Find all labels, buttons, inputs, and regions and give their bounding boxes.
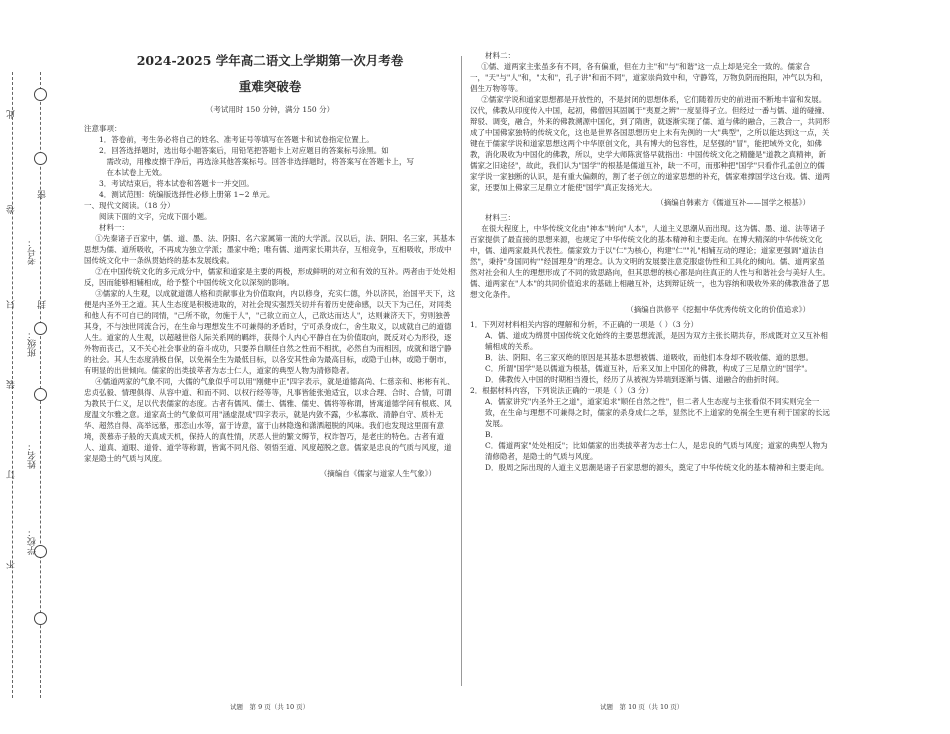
notes-heading: 注意事项： bbox=[84, 124, 122, 133]
note-item: 3．考试结束后，将本试卷和答题卡一并交回。 bbox=[99, 179, 254, 188]
seal-char: 只 bbox=[7, 300, 17, 309]
question-stem: 1．下列对材料相关内容的理解和分析，不正确的一项是（ ）（3 分） bbox=[470, 320, 699, 329]
binding-hole bbox=[34, 612, 47, 625]
inner-dashed-line bbox=[40, 72, 41, 698]
question-option: D．佛教传入中国的时期相当漫长，经历了从被视为异端到逐渐与儒、道融合的曲折时间。 bbox=[485, 375, 784, 384]
name-label: 姓名： bbox=[28, 442, 38, 469]
question-option: A．儒家讲究"内圣外王之道"，道家追求"顺任自然之性"，但二者人生态度与主张看似不同实则完全一致，在生命与理想不可兼得之时，儒家的杀身成仁之举，显然比不上道家的免祸全生更有利于国家的长远发展。 bbox=[485, 397, 830, 428]
material-paragraph: ②儒家学说和道家思想都是开放性的，不是封闭的思想体系，它们随着历史的前进而不断地丰富和发展。汉代，佛教从印度传入中国，起初，佛僧因其固属于"夷夏之辨"一度显得孑立。但经过一番与儒、道的碰撞、辩驳、调变，融合，外来的佛教溯源中国化，到了隋唐，就逐渐实现了儒、道与佛的融合，三教合一，共同形成了中国佛家独特的传统文化，这也是世界各国思想历史上未有先例的一大"典型"，之所以能达到这一点，关键在于儒家学说和道家思想这两个中华原创文化，具有博大的包容性，足坚强的"冒"，能把域外文化，如佛教，消化吸收为中国化的佛教，所以，史学大师陈寅恪早就指出：中国传统文化之精髓是"道教之真精神，新儒家之旧途径"，故此，我们认为"国学"的根基是儒道互补，缺一不可，而那种把"国学"只看作孔孟创立的儒家学说一家独断的认识，是有重大偏颇的，割了老子创立的道家思想的补充，儒家难撑国学这台戏。儒、道两家，还要加上佛家三足鼎立才能使"国学"真正发扬光大。 bbox=[470, 95, 830, 192]
material-source: （摘编自韩素方《儒道互补——国学之根基》） bbox=[656, 198, 810, 207]
exam-number-label: 考号： bbox=[28, 238, 38, 265]
seal-char: 装 bbox=[7, 380, 17, 389]
seal-char: 不 bbox=[7, 560, 17, 569]
column-divider bbox=[461, 56, 462, 686]
right-page bbox=[470, 50, 830, 473]
exam-title: 2024-2025 学年高二语文上学期第一次月考卷 bbox=[136, 53, 404, 68]
question-stem: 2．根据材料内容，下列说法正确的一项是（ ）（3 分） bbox=[470, 386, 654, 395]
question-option: B．法、阴阳、名三家灭绝的原因是其基本思想被儒、道吸收，而他们本身却不吸收儒、道的思想。 bbox=[485, 353, 814, 362]
material-title: 材料一： bbox=[99, 223, 129, 232]
note-item: 1．答卷前，考生务必将自己的姓名、准考证号等填写在答题卡和试卷指定位置上。 bbox=[99, 135, 374, 144]
exam-subtitle: 重难突破卷 bbox=[238, 79, 302, 94]
binding-strip bbox=[0, 0, 62, 734]
material-paragraph: ③儒家的人生观，以成就道德人格和贡献事业为价值取向，内以修身，充实仁德，外以济民，治国平天下，这便是内圣外王之道。其人生态度是积极进取的，对社会现实强烈关切并有着历史使命感，以天下为己任，对同类和他人有不可自已的同情，"己所不欲，勿施于人"，"己欲立而立人，己欲达而达人"，达则兼济天下，穷则独善其身，不与浊世同流合污，在生命与理想发生不可兼得的矛盾时，宁可杀身成仁，舍生取义，以成就自己的道德人生。道家的人生观，以超越世俗人际关系网的羁绊，获得个人内心平静自在为价值取向，既反对心为形役，逐外物而丧己，又不关心社会事业的奋斗成功，只要养自顺任自然之性而不相扰，必然自为而相因，成就和谐宁静的社会。其人生态度消极自保，以免祸全生为最低目标，以各安其性命为最高目标，或隐于山林，或隐于朝市，有明显的出世倾向。儒家的出类拔萃者为志士仁人，道家的典型人物为清修隐者。 bbox=[84, 289, 456, 375]
question-option: B． bbox=[485, 430, 499, 439]
left-page bbox=[84, 50, 456, 483]
page-footer-left: 试题 第 9 页（共 10 页） bbox=[230, 703, 310, 711]
material-title: 材料二： bbox=[485, 51, 515, 60]
material-title: 材料三： bbox=[485, 213, 515, 222]
material-source: （摘编自洪修平《挖掘中华优秀传统文化的价值追求》） bbox=[626, 305, 810, 314]
material-source: （摘编自《儒家与道家人生气象》） bbox=[319, 469, 436, 478]
section-instruction: 阅读下面的文字，完成下面小题。 bbox=[99, 212, 212, 221]
school-label: 学校： bbox=[28, 528, 38, 555]
class-label: 班级： bbox=[28, 330, 38, 357]
question-option: C．所谓"国学"是以儒道为根基，儒道互补，后来又加上中国化的佛教，构成了三足鼎立的"国学"。 bbox=[485, 364, 813, 373]
seal-char: 密 bbox=[38, 190, 48, 199]
note-item: 4．测试范围：统编版选择性必修上册第 1~2 单元。 bbox=[99, 190, 275, 199]
page-footer-right: 试题 第 10 页（共 10 页） bbox=[600, 703, 684, 711]
binding-hole bbox=[34, 88, 47, 101]
material-paragraph: ①先秦诸子百家中，儒、道、墨、法、阴阳、名六家属第一流的大学派。汉以后，法、阴阳、名三家，其基本思想为儒、道所吸收，不再成为独立学派；墨家中绝；唯有儒、道两家长期共存，互相竞争，互相吸收，形成中国传统文化中一条纵贯始终的基本发展线索。 bbox=[84, 234, 456, 265]
section-heading: 一、现代文阅读。（18 分） bbox=[84, 201, 175, 210]
binding-hole bbox=[34, 152, 47, 165]
seal-char: 卷 bbox=[7, 205, 17, 214]
material-paragraph: ④儒道两家的气象不同，大儒的气象似乎可以用"刚健中正"四字表示，就是道德高尚、仁慈亲和、彬彬有礼、忠贞弘毅、情理俱得、从容中道、和而不同、以权行经等等，凡事皆能张弛适宜，以求合理、合时、合情，可谓为教民于仁义，足以代表儒家的态度。古者有儒风、儒士、儒雅、儒史、儒将等称谓，皆寓道德学问有根底、风度温文尔雅之意。道家高士的气象似可用"涵虚混成"四字表示，就是内敛不露，少私寡欲、清静自守、质朴无华、超然自得、高举远慕，那恋山水等，富于诗意，富于山林隐逸和潇洒超脱的风味。我们也发现这里面有意境，羡慕赤子般的天真成天机，保持人的真性情，厌恶人世的繁文缛节，权诈智巧，是老庄的特色。古者有道人、道真、道眼、道骨、道学等称谓，皆寓不同凡俗、领悟至道、风度超脱之意。儒家是忠良的气质与风度，道家是隐士的气质与风度。 bbox=[84, 377, 455, 463]
question-option: A．儒、道成为绵贯中国传统文化始终的主要思想流派，是因为双方主张长期共存，形成既对立又互补相辅相成的关系。 bbox=[485, 331, 828, 351]
note-item: 2．回答选择题时，选出每小题答案后，用铅笔把答题卡上对应题目的答案标号涂黑。如 bbox=[99, 146, 389, 155]
note-item: 在本试卷上无效。 bbox=[106, 168, 167, 177]
question-option: D．殷周之际出现的人道主义思潮是诸子百家思想的源头，奠定了中华传统文化的基本精神和主要走向。 bbox=[485, 463, 829, 472]
material-paragraph: ①儒、道两家主张虽多有不同，各有偏重，但在力主"和"与"和谐"这一点上却是完全一致的。儒家合一，"天"与"人"和，"太和"，孔子讲"和而不同"，道家崇尚致中和，守静笃，万物负阴而抱阳，冲气以为和，倡生万物等等。 bbox=[470, 62, 828, 93]
binding-hole bbox=[34, 388, 47, 401]
question-option: C．儒道两家"处处相反"；比如儒家的出类拔萃者为志士仁人，是忠良的气质与风度；道家的典型人物为清修隐者，是隐士的气质与风度。 bbox=[485, 441, 828, 461]
seal-char: 此 bbox=[7, 110, 17, 119]
material-paragraph: 在很大程度上，中华传统文化由"神本"转向"人本"，人道主义思潮从而出现。这为儒、墨、道、法等诸子百家提供了最直接的思想来源，也规定了中华传统文化的基本精神和主要走向。在博大精深的中华传统文化中，儒、道两家最具代表性。儒家致力于以"仁"为核心，构建"仁""礼"相辅互动的理论；道家更强调"道法自然"，秉持"身国同构""经国理身"的理念。认为文明的发展要注意克服虚伪性和工具化的倾向。儒、道两家虽然对社会和人生的理想形成了不同的致思路向，但其思想的核心都是向往真正的人性与和谐社会与美好人生。儒、道两家在"人本"的共同价值追求的基础上相融互补，达到辩证统一，也为容纳和吸收外来的佛教准备了思想文化条件。 bbox=[470, 224, 830, 299]
seal-char: 封 bbox=[38, 300, 48, 309]
time-info: （考试用时 150 分钟，满分 150 分） bbox=[205, 105, 335, 114]
note-item: 需改动，用橡皮擦干净后，再选涂其他答案标号。回答非选择题时，将答案写在答题卡上，写 bbox=[106, 157, 414, 166]
seal-char: 订 bbox=[7, 470, 17, 479]
material-paragraph: ②在中国传统文化的多元成分中，儒家和道家是主要的两极，形成鲜明的对立和有效的互补。两者由于处处相反，因而能够相辅相成，给予整个中国传统文化以深刻的影响。 bbox=[84, 267, 456, 287]
